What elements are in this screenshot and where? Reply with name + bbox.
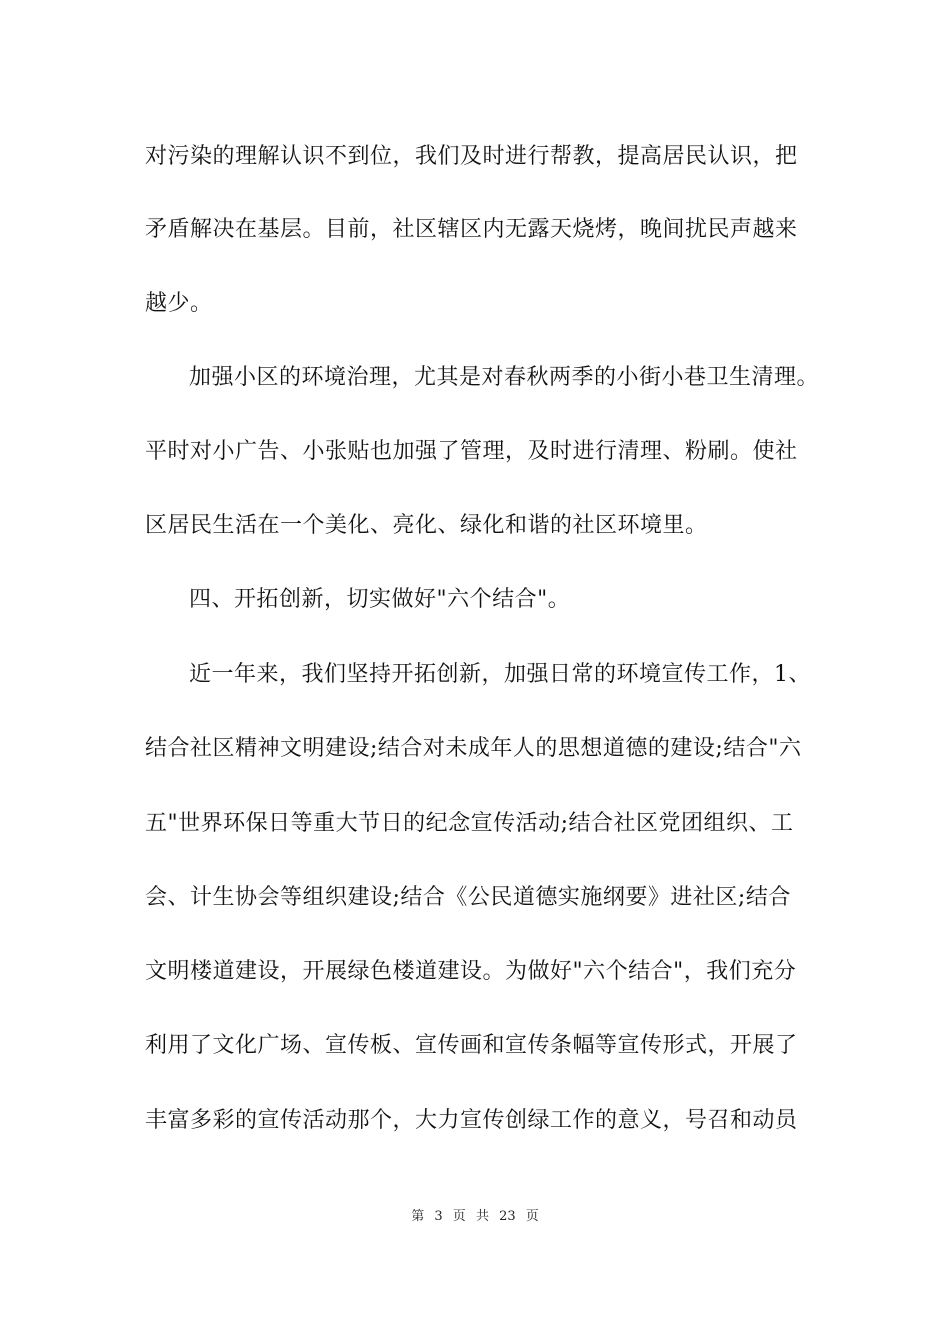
- text-line: 越少。: [145, 291, 213, 316]
- text-line: 区居民生活在一个美化、亮化、绿化和谐的社区环境里。: [145, 513, 708, 538]
- text-line: 五"世界环保日等重大节日的纪念宣传活动;结合社区党团组织、工: [145, 811, 794, 836]
- section-heading: 四、开拓创新，切实做好"六个结合"。: [189, 587, 571, 612]
- text-line: 利用了文化广场、宣传板、宣传画和宣传条幅等宣传形式，开展了: [145, 1033, 798, 1058]
- footer-total-label: 共: [475, 1209, 489, 1224]
- text-line: 矛盾解决在基层。目前，社区辖区内无露天烧烤，晚间扰民声越来: [145, 217, 798, 242]
- footer-suffix: 页: [525, 1209, 539, 1224]
- text-line: 丰富多彩的宣传活动那个，大力宣传创绿工作的意义，号召和动员: [145, 1108, 798, 1133]
- paragraph-start-line: 加强小区的环境治理，尤其是对春秋两季的小街小巷卫生清理。: [189, 365, 820, 390]
- footer-current-page: 3: [434, 1209, 443, 1224]
- page-footer: [0, 1208, 950, 1226]
- text-line: 文明楼道建设，开展绿色楼道建设。为做好"六个结合"，我们充分: [145, 959, 797, 984]
- footer-total-pages: 23: [499, 1209, 516, 1224]
- paragraph-start-line: 近一年来，我们坚持开拓创新，加强日常的环境宣传工作，1、: [189, 662, 811, 687]
- text-line: 对污染的理解认识不到位，我们及时进行帮教，提高居民认识，把: [145, 144, 798, 169]
- text-line: 平时对小广告、小张贴也加强了管理，及时进行清理、粉刷。使社: [145, 439, 798, 464]
- footer-page-label: 页: [452, 1209, 466, 1224]
- footer-prefix: 第: [411, 1209, 425, 1224]
- text-line: 会、计生协会等组织建设;结合《公民道德实施纲要》进社区;结合: [145, 885, 791, 910]
- text-line: 结合社区精神文明建设;结合对未成年人的思想道德的建设;结合"六: [145, 736, 802, 761]
